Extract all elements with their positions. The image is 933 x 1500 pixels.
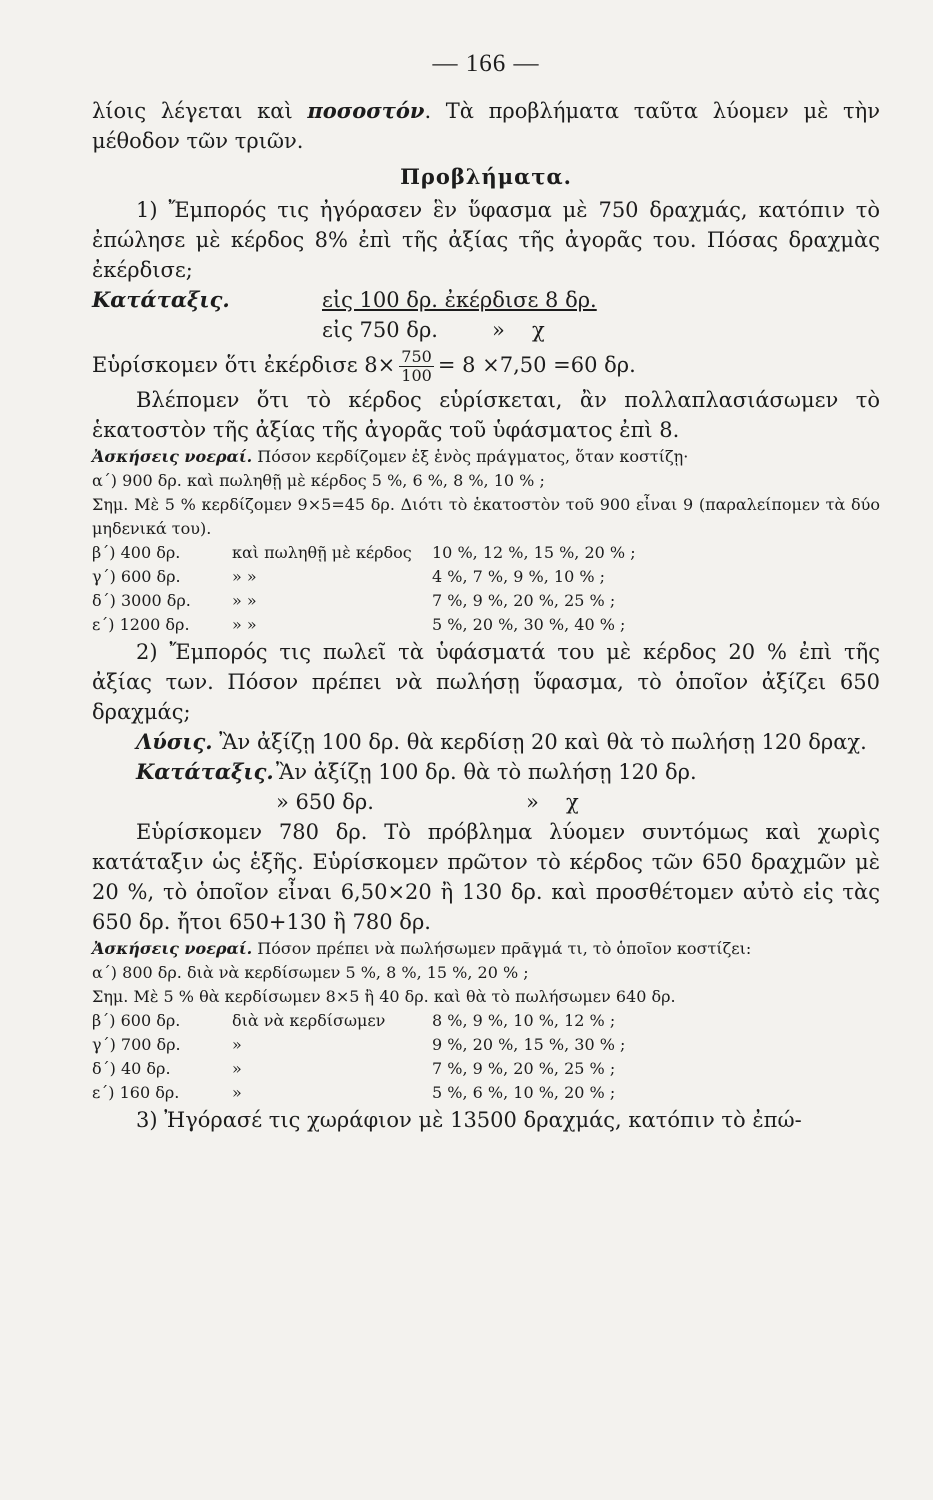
arrangement-unknown: χ — [532, 318, 545, 342]
solution-label: Λύσις. — [136, 729, 213, 754]
problem-1-result — [92, 345, 880, 385]
exercise-row: δ΄) 3000 δρ. » » 7 %, 9 %, 20 %, 25 % ; — [92, 591, 616, 610]
fraction-numerator: 750 — [401, 347, 432, 366]
problem-2-find: Εὑρίσκομεν 780 δρ. Τὸ πρόβλημα λύομεν συντόμως καὶ χωρὶς κατάταξιν ὡς ἑξῆς. Εὑρίσκομεν πρῶτον τὸ κέρδος τῶν 650 δραχμῶν μὲ 20 %, τὸ ὁποῖον εἶναι 6,50×20 ἢ 130 δρ. καὶ προσθέτομεν αὐτὸ εἰς τὰς 650 δρ. ἤτοι 650+130 ἢ 780 δρ. — [92, 820, 880, 934]
exercises-question: Πόσον πρέπει νὰ πωλήσωμεν πρᾶγμά τι, τὸ ὁποῖον κοστίζει: — [257, 939, 752, 958]
intro-term: ποσοστόν — [307, 98, 425, 123]
exercise-row: γ΄) 600 δρ. » » 4 %, 7 %, 9 %, 10 % ; — [92, 567, 606, 586]
exercise-row: δ΄) 40 δρ. » 7 %, 9 %, 20 %, 25 % ; — [92, 1059, 616, 1078]
exercise-row: β΄) 600 δρ. διὰ νὰ κερδίσωμεν 8 %, 9 %, 10 %, 12 % ; — [92, 1011, 616, 1030]
arrangement-ditto: » — [526, 790, 539, 814]
arrangement-label: Κατάταξις. — [136, 759, 274, 784]
intro-text-a: λίοις λέγεται καὶ — [92, 99, 308, 123]
arrangement-ditto: » — [492, 318, 505, 342]
intro-text-b: . Τὰ προβλήματα ταῦτα λύομεν μὲ τὴν μέθοδον τῶν τριῶν. — [92, 99, 880, 153]
exercise-a: α΄) 900 δρ. καὶ πωληθῇ μὲ κέρδος 5 %, 6 %, 8 %, 10 % ; — [92, 471, 545, 490]
section-heading: Προβλήματα. — [400, 164, 572, 189]
arrangement-line-2-amount: » 650 δρ. — [276, 790, 374, 814]
exercise-a: α΄) 800 δρ. διὰ νὰ κερδίσωμεν 5 %, 8 %, 15 %, 20 % ; — [92, 963, 529, 982]
arrangement-line-1: Ἂν ἀξίζῃ 100 δρ. θὰ τὸ πωλήσῃ 120 δρ. — [276, 760, 697, 784]
intro-paragraph — [92, 96, 880, 156]
problem-2-arrangement-row-1 — [92, 757, 880, 787]
exercises-question: Πόσον κερδίζομεν ἐξ ἑνὸς πράγματος, ὅταν κοστίζῃ· — [257, 447, 689, 466]
result-text-a: Εὑρίσκομεν ὅτι ἐκέρδισε 8× — [92, 353, 396, 377]
exercise-row: γ΄) 700 δρ. » 9 %, 20 %, 15 %, 30 % ; — [92, 1035, 626, 1054]
arrangement-line-1: εἰς 100 δρ. ἐκέρδισε 8 δρ. — [322, 288, 597, 312]
problem-3-text: 3) Ἠγόρασέ τις χωράφιον μὲ 13500 δραχμάς, κατόπιν τὸ ἐπώ- — [136, 1108, 802, 1132]
problem-2-arrangement-row-2 — [92, 787, 880, 817]
result-text-b: = 8 ×7,50 =60 δρ. — [437, 353, 636, 377]
exercises-2 — [92, 937, 880, 1105]
exercises-title: Ἀσκήσεις νοεραί. — [92, 939, 253, 958]
exercise-row: ε΄) 160 δρ. » 5 %, 6 %, 10 %, 20 % ; — [92, 1083, 616, 1102]
exercises-title: Ἀσκήσεις νοεραί. — [92, 447, 253, 466]
problem-1-conclusion: Βλέπομεν ὅτι τὸ κέρδος εὑρίσκεται, ἂν πολλαπλασιάσωμεν τὸ ἑκατοστὸν τῆς ἀξίας τῆς ἀγορᾶς τοῦ ὑφάσματος ἐπὶ 8. — [92, 388, 880, 442]
problem-1-arrangement-row-2 — [92, 315, 880, 345]
result-fraction — [399, 348, 434, 385]
exercise-row: ε΄) 1200 δρ. » » 5 %, 20 %, 30 %, 40 % ; — [92, 615, 626, 634]
arrangement-label: Κατάταξις. — [92, 287, 230, 312]
exercise-note: Σημ. Μὲ 5 % θὰ κερδίσωμεν 8×5 ἢ 40 δρ. καὶ θὰ τὸ πωλήσωμεν 640 δρ. — [92, 987, 676, 1006]
exercise-row: β΄) 400 δρ. καὶ πωληθῇ μὲ κέρδος 10 %, 12 %, 15 %, 20 % ; — [92, 543, 636, 562]
problem-1-text: 1) Ἔμπορός τις ἠγόρασεν ἓν ὕφασμα μὲ 750 δραχμάς, κατόπιν τὸ ἐπώλησε μὲ κέρδος 8% ἐπὶ τῆς ἀξίας τῆς ἀγορᾶς του. Πόσας δραχμὰς ἐκέρδισε; — [92, 198, 880, 282]
problem-2-text: 2) Ἔμπορός τις πωλεῖ τὰ ὑφάσματά του μὲ κέρδος 20 % ἐπὶ τῆς ἀξίας των. Πόσον πρέπει νὰ πωλήσῃ ὕφασμα, τὸ ὁποῖον ἀξίζει 650 δραχμάς; — [92, 640, 880, 724]
fraction-denominator: 100 — [401, 366, 432, 385]
problem-2-solution — [92, 727, 880, 757]
arrangement-line-2-amount: εἰς 750 δρ. — [322, 318, 438, 342]
arrangement-unknown: χ — [566, 790, 579, 814]
problem-1-arrangement-row-1 — [92, 285, 880, 315]
solution-text: Ἂν ἀξίζῃ 100 δρ. θὰ κερδίσῃ 20 καὶ θὰ τὸ πωλήσῃ 120 δραχ. — [219, 730, 867, 754]
book-page — [92, 50, 880, 1135]
exercises-1 — [92, 445, 880, 637]
exercise-note: Σημ. Μὲ 5 % κερδίζομεν 9×5=45 δρ. Διότι τὸ ἑκατοστὸν τοῦ 900 εἶναι 9 (παραλείπομεν τὰ δύο μηδενικά του). — [92, 495, 880, 538]
page-number: — 166 — — [432, 50, 540, 77]
